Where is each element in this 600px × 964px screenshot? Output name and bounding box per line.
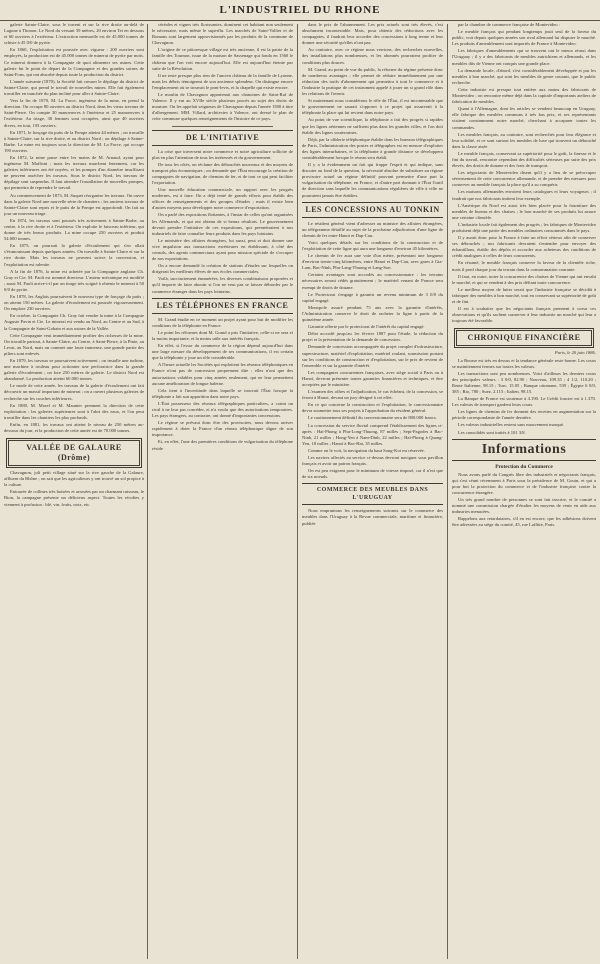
article-paragraph: Délai accordé jusqu'au 1er février 1887 pour l'étude, la rédaction du projet et la présentation de la demande de concession. <box>302 331 443 343</box>
article-paragraph: Il y a la évidemment un fait qui frappe l'esprit et qui indique, sans discuter au fond de la question, la nécessité absolue de substituer au régime provisoire actuel un régime définitif pouvant permettre d'une part la vulgarisation du téléphone, en France, et d'autre part donnant à l'État l'outil de direction sans laquelle les communications régulières de ville à ville ne pourraient jamais être établies. <box>302 162 443 198</box>
article-paragraph: Le meilleur moyen de lutter serait que l'industrie française se décidât à fabriquer des meubles à bon marché, tout en conservant sa supériorité de goût et de fini. <box>452 286 596 305</box>
article-paragraph: A la fin de 1876, la mine est achetée par la Compagnie anglaise Ch. Gray et Cie. M. Paoli est nommé directeur. L'auteur mécanique est modifié ; aussi M. Paoli arrive-t-il par un tirage très soigné à obtenir le minerai à 50 0/0 de pyrite. <box>4 268 144 292</box>
article-paragraph: L'industrie locale fait également des progrès ; les fabriques de Montevideo produisent déjà une partie des meubles ordinaires consommés dans le pays. <box>452 221 596 233</box>
section-heading-telephones: LES TÉLÉPHONES EN FRANCE <box>152 298 293 314</box>
column-3 <box>302 22 443 964</box>
article-paragraph: Voici quelques détails sur les conditions de la construction et de l'exploitation de cette ligne qui aura une longueur d'environ 45 kilomètres. <box>302 239 443 251</box>
article-paragraph: En octobre, la Compagnie Ch. Gray fait vendre la mine à la Compagnie Auguste Pavin et Cie. Le minerai est vendu au Nord, au Centre et au Sud, à la Compagnie de Saint-Gobain et aux usines de la Vallée. <box>4 313 144 331</box>
article-paragraph: Voilà, succinctement énumérées, les diverses combinaisons proposées et qu'il importe de faire aboutir si l'on ne veut pas se laisser déborder par le commerce étranger dans les pays lointains. <box>152 276 293 294</box>
article-paragraph: Au point de vue scientifique, la téléphonie a fait des progrès si rapides que les lignes aériennes ne suffisent plus dans les grandes villes, et l'on doit établir des lignes souterraines. <box>302 117 443 135</box>
article-paragraph: Demande de concession accompagnée du projet complet d'infrastructure, superstructure, matériel d'exploitation, matériel roulant, soumission portant sur les conditions de construction et d'exploitation, sur le prix de revient de l'ensemble et sur la garantie d'intérêt. <box>302 344 443 368</box>
columns <box>0 22 600 964</box>
section-heading-galaure: VALLÉE DE GALAURE (Drôme) <box>8 440 140 466</box>
article-paragraph: L'État possesseur des réseaux télégraphiques particuliers, a craint un rival à ne leur pas concéder, et n'a voulu que des autorisations temporaires. Les pays étrangers, au contraire, ont donné d'importantes concessions. <box>152 400 293 419</box>
section-heading-tonkin: LES CONCESSIONS AU TONKIN <box>302 202 443 218</box>
article-paragraph: L'origine de ce pittoresque village est très ancienne, il est la patrie de la famille des Tournon, issue de la maison de Sassenage qui fonda en 1560 le château que l'on voit encore aujourd'hui. Elle est aujourd'hui éteinte par suite de la Révolution. <box>152 47 293 71</box>
article-paragraph: Au contraire, avec ce régime nous verrions, des recherches nouvelles, des installations plus nombreuses, et les abonnés pourraient profiter de conditions plus douces. <box>302 47 443 65</box>
article-paragraph: Les compagnies concurrentes françaises, avec siège social à Paris ou à Hanoï, devront présenter toutes garanties financières et techniques, et être acceptées par le ministère. <box>302 369 443 387</box>
article-paragraph: Monopole assuré pendant 75 ans avec la garantie d'intérêts, l'Administration conserve le droit de racheter la ligne à partir de la quinzième année. <box>302 304 443 323</box>
newspaper-title: L'INDUSTRIEL DU RHONE <box>219 4 381 16</box>
article-paragraph: Rappelons aux retardataires, s'il en est encore, que les adhésions doivent être adressées au siège du comité, 45, rue Laffitte, Paris. <box>452 516 596 528</box>
article-paragraph: Il est à souhaiter que les négociants français prennent à coeur ces observations et qu'ils sachent conserver à leur industrie un marché qui leur a toujours été favorable. <box>452 306 596 324</box>
article-paragraph: En 1871, le fonçage du puits de la Pompe atteint 44 mètres ; on travaille à Sainte-Claire, sur la rive droite, et au district Nord ; on dépilage à Sainte-Barbe. La mine est toujours sous la direction de M. La Force, qui occupe 190 ouvriers. <box>4 129 144 153</box>
article-paragraph: Le Protectorat s'engage à garantir un revenu minimum de 3 0/0 du capital engagé. <box>302 291 443 303</box>
article-paragraph: En 1872, la mine passe entre les mains de M. Arnaud, ayant pour ingénieur M. Maffrini ; mais les travaux marchent lentement, car les galeries inférieures ont été noyées, et les pompes d'un diamètre insuffisant ne peuvent assécher les travaux. Sous le district Nord, les travaux de dépilage sont suspendus. Il faut attendre l'installation de nouvelles pompes, qui permettra de reprendre le travail. <box>4 154 144 191</box>
article-paragraph: Déjà, par la câblerie téléphonique établie dans les bureaux télégraphiques de Paris, l'administration des postes et télégraphes est en mesure d'exploiter des lignes interurbaines, et la téléphonie à grande distance se développera considérablement lorsque le réseau sera établi. <box>302 136 443 160</box>
article-paragraph: Et, en effet, l'une des premières conditions de vulgarisation du téléphone réside <box>152 439 293 451</box>
article-paragraph: En résumé, le meuble français conserve la faveur de la clientèle riche, mais il perd chaque jour du terrain dans la consommation courante. <box>452 260 596 272</box>
article-paragraph: En 1879, les travaux se poursuivent activement ; on installe une turbine, une machine à rouleau pour actionner une perforatrice dans la grande galerie d'écoulement ; on fore 250 mètres de galerie. Le district Nord est abandonné. La production atteint 60.000 tonnes. <box>4 357 144 382</box>
article-paragraph: On a parlé des expositions flottantes, à l'instar de celles qu'ont organisées les Allemands, et qui ont obtenu de si beaux résultats. Le gouvernement devrait prendre l'initiative de ces expositions, qui permettraient à nos industriels de faire connaître leurs produits dans les pays lointains. <box>152 212 293 236</box>
article-paragraph: Le régime se prévaut donc être des provisoires, nous devons arriver rapidement à doter la France d'un réseau téléphonique digne de son importance. <box>152 420 293 438</box>
article-paragraph: galerie Sainte-Claire, sous le torrent et sur la rive droite au-delà de Lagune à Thonon. Le Nord du versant 39 mètres, 20 environ Tet en dessous et 60 ouvriers à l'extérieur. L'extraction mensuelle est de 45.000 tonnes de schiste à 45 0/0 de pyrite. <box>4 22 144 46</box>
article-paragraph: Le cautionnement définitif du concessionnaire sera de 800.000 francs. <box>308 415 437 421</box>
article-paragraph: Le meuble français qui pendant longtemps jouit seul de la faveur du public, voit depuis quelques années son rival allemand lui disputer le marché. Les produits d'ameublement sont importés de France à Montevideo. <box>452 29 596 47</box>
article-paragraph: De tous les côtés, on réclame des débouchés nouveaux et des moyens de transport plus économiques ; on demande que l'État encourage la création de compagnies de navigation, de chemins de fer, et de tout ce qui peut faciliter l'exportation. <box>152 161 293 185</box>
article-paragraph: Certains avantages sont accordés au concessionnaire : les terrains nécessaires seront cédés gratuitement ; le matériel venant de France sera exempt de droits de douane. <box>302 272 443 290</box>
article-paragraph: Les navires affectés au service ci-dessus devront naviguer sous pavillon français et avoir un patron français. <box>302 455 443 467</box>
article-paragraph: Les meubles français, au contraire, sont recherchés pour leur élégance et leur solidité, et ce sont surtout les meubles de luxe qui trouvent un débouché dans la classe aisée. <box>452 131 596 149</box>
article-paragraph: Enfin, en 1881, les travaux ont atteint le niveau de 250 mètres au-dessous du jour, et la production de cette année est de 70.000 tonnes. <box>4 421 144 433</box>
article-paragraph: Comme on le voit, la navigation du haut Song-Koi est réservée. <box>308 447 425 453</box>
article-paragraph: Les maisons allemandes envoient leurs catalogues et leurs voyageurs ; il faudrait que nos fabricants imitent leur exemple. <box>452 189 596 201</box>
article-paragraph: A l'heure actuelle les Sociétés qui exploitent les réseaux téléphoniques en France n'ont pas de concession proprement dite ; elles n'ont que des autorisations valables pour cinq années seulement, qui ne leur permettent aucune amélioration de longue haleine. <box>152 362 293 386</box>
article-paragraph: On a encore demandé la création de stations d'études sur lesquelles on dirigerait les meilleurs élèves de nos écoles commerciales. <box>152 263 293 275</box>
section-heading-initiative: DE L'INITIATIVE <box>152 130 293 146</box>
article-paragraph: Cette industrie est presque tout entière aux mains des fabricants de Montevideo ; on rencontre même déjà dans la capitale d'importants ateliers de fabrication de meubles. <box>452 86 596 105</box>
article-paragraph: L'année suivante (1870), la Société fait creuser le dépilage du district de Sainte-Claire, qui prend le travail de nouvelles mines. Elle fait également travailler en tranchée du plan incliné pour aller à Sainte-Claire. <box>4 78 144 97</box>
article-paragraph: M. Grand étudie en ce moment un projet ayant pour but de modifier les conditions de la téléphonie en France. <box>152 316 293 328</box>
article-paragraph: Nous avons parlé du Congrès libre des industriels et négociants français, qui s'est réuni récemment à Paris sous la présidence de M. Gouin, et qui a pour but la protection du commerce et de l'industrie française contre la concurrence étrangère. <box>452 471 596 495</box>
article-paragraph: Il ne reste presque plus rien de l'ancien château de la famille de Lyonne, mais les débris témoignent de son ancienne splendeur. On distingue encore l'emplacement où se trouvait le pont-levis, et la chapelle qui existe encore. <box>152 72 293 90</box>
article-paragraph: L'examen des offres et l'adjudication, le cas échéant, de la concession, se feront à Hanoï, devant un jury désigné à cet effet. <box>302 389 443 401</box>
article-paragraph: L'Amérique du Nord est aussi très bien placée pour la fourniture des meubles de bureau et des chaises ; le bon marché de ses produits lui assure une certaine clientèle. <box>452 202 596 220</box>
article-paragraph: Les consolidés sont traités à 101 3/8. <box>458 429 526 435</box>
article-paragraph: Vers la fin de 1870, M. La Force, ingénieur de la mine, en prend la direction. On occupe 80 ouvriers au district Nord, dans les vieux travaux de Saint-Pierre. On compte 30 manoeuvres à l'intérieur et 25 manoeuvres à l'extérieur. Au triage, 38 femmes sont occupées, ainsi que 40 ouvriers divers, en tout, 193 ouvriers. <box>4 98 144 128</box>
article-paragraph: On est peu exigeant pour le minimum de vitesse imposé, car il n'est que de six noeuds. <box>302 468 443 480</box>
article-paragraph: par la chambre de commerce française de Montevideo : <box>458 22 561 27</box>
article-paragraph: Le résident général vient d'adresser au ministre des affaires étrangères, un télégramme détaillé au sujet de la prochaine adjudication d'une ligne de chemin de fer entre Hanoï et Dap-Cau. <box>302 220 443 238</box>
article-paragraph: La demande locale, d'abord, s'est considérablement développée et par les meubles à bon marché, qui sont les meubles de genre courant, que le public recherche. <box>452 67 596 85</box>
article-paragraph: La Banque de France est soutenue à 4.190. Le Crédit foncier est à 1.370. Les valeurs de transport gardent leurs cours. <box>452 396 596 408</box>
article-paragraph: Le point les réformes dont M. Grand a pris l'initiative, celle-ci ne sera et la moins importante, et la moins utile aux intérêts français. <box>152 329 293 341</box>
section-heading-chronique: CHRONIQUE FINANCIÈRE <box>456 330 592 346</box>
article-paragraph: dans le prix de l'abonnement. Les prix actuels sont très élevés, c'est absolument incontestable. Mais, pour obtenir des réductions avec les compagnies, il faudrait leur accorder des concessions à long terme et leur donner une sécurité qu'elles n'ont pas. <box>302 22 443 46</box>
column-1 <box>4 22 144 964</box>
article-paragraph: Les transactions sont peu nombreuses. Voici d'ailleurs les derniers cours des principales valeurs : 3 0/0, 82.90 ; Nouveau, 109.35 ; 4 1/2, 110.20 ; Rente Italienne, 98.15 ; Turc, 15.05 ; Banque ottomane, 539 ; Égypte 6 0/0, 385 ; Rio, 780 ; Suez, 2.115 ; Italien, 98.15. <box>452 370 596 394</box>
article-paragraph: La Bourse est très en dessus et la tendance générale reste bonne. Les cours se maintiennent fermes sur toutes les valeurs. <box>452 357 596 369</box>
subheading-protection: Protection du Commerce <box>495 463 553 470</box>
dateline: Paris, le 20 juin 1886. <box>554 350 596 356</box>
article-paragraph: Les lignes de chemins de fer donnent des recettes en augmentation sur la période correspondante de l'année dernière. <box>452 409 596 421</box>
section-separator <box>172 126 273 127</box>
section-heading-uruguay: COMMERCE DES MEUBLES DANS L'URUGUAY <box>302 483 443 505</box>
article-paragraph: Les valeurs industrielles restent sans mouvement marqué. <box>458 422 565 428</box>
article-paragraph: Il faut, en outre, noter la concurrence des chaises de Vienne qui ont envahi le marché, et qui se vendent à des prix défiant toute concurrence. <box>452 273 596 285</box>
article-paragraph: En 1880, M. Morel et M. Maunier prennent la direction de cette exploitation ; les galeries supérieures sont à l'abri des eaux, et l'on peut travailler dans les chantiers les plus profonds. <box>4 402 144 420</box>
column-4 <box>452 22 596 964</box>
article-paragraph: céréales et vignes très florissantes, dominent cet habitant non seulement le nécessaire, mais même le superflu. Les marchés de Saint-Vallier et de Romans sont largement approvisionnés par les produits de la commune de Chavagnon. <box>152 22 293 46</box>
column-2 <box>152 22 293 964</box>
article-paragraph: Le chemin de fer aura une voie d'un mètre, présentant une longueur d'environ trente-cinq kilomètres, entre Hanoï et Dap-Cau, avec gares à Gia-Lam, Bac-Ninh, Phu-Lang-Thuong et Lang-Son. <box>302 253 443 271</box>
article-paragraph: Les négociants de Montevideo disent qu'il y a lieu de se préoccuper sérieusement de cette concurrence allemande, et de prendre des mesures pour conserver au meuble français la place qu'il a su conquérir. <box>452 170 596 188</box>
article-paragraph: En ce qui concerne la construction et l'exploitation, le concessionnaire devra soumettre tous ses projets à l'approbation du résident général. <box>302 402 443 414</box>
article-paragraph: Le moulin de Chavagnon appartenait aux chanoines de Saint-Ruf de Valence. Il y eut au XVIIe siècle plusieurs procès au sujet des droits de mouture. On les appelait seigneurs de Chavagnon depuis l'année 1580 à titre d'albergement. MM. Villard, architectes à Valence, ont dressé le plan de cette commune quelques renseignements de l'histoire de ce pays. <box>152 92 293 122</box>
article-paragraph: Cette Compagnie veut immédiatement profiter des richesses de la mine. On travaille partout, à Sainte-Claire, au Centre, à Saint-Pierre, à la Pinte, au Levat, au Nord, mais on commet une faute immense, une grande partie des piliers sont enlevés. <box>4 332 144 356</box>
article-paragraph: Il y aurait donc pour la France à faire un effort sérieux afin de conserver ses débouchés ; nos fabricants devraient s'entendre pour envoyer des échantillons, établir des dépôts et accorder aux acheteurs des conditions de crédit analogues à celles de leurs concurrents. <box>452 235 596 259</box>
article-paragraph: Au commencement de 1873, M. Suquet réorganise les travaux. On ouvre dans la galerie Nord une nouvelle série de chantiers ; les anciens travaux de Sainte-Claire sont repris et le puits de la Pompe est approfondi. On fait au jour un nouveau triage. <box>4 192 144 216</box>
article-paragraph: En 1874, les travaux sont poussés très activement à Sainte-Barbe, au centre, à la rive droite et à l'extérieur. On exploite le faisceau inférieur, qui donne de très beaux produits. La mine occupe 250 ouvriers et produit 54.000 tonnes. <box>4 217 144 242</box>
article-paragraph: Les fabriques d'ameublements qui se trouvent ont le mieux réussi dans l'Uruguay ; il y a des fabricants de meubles autrichiens et allemands, et les meubles dits de Vienne ont conquis une grande place. <box>452 48 596 66</box>
section-heading-informations: Informations <box>452 439 596 461</box>
article-paragraph: Un très grand nombre de personnes se sont fait inscrire, et le comité a nommé une commission chargée d'étudier les moyens de venir en aide aux industries menacées. <box>452 497 596 515</box>
article-paragraph: Garantie offerte par le protectorat de l'intérêt du capital engagé. <box>308 324 425 330</box>
article-paragraph: La crise que traversent notre commerce et notre agriculture sollicite de plus en plus l'attention de tous les intéressés et du gouvernement. <box>152 148 293 160</box>
article-paragraph: Nous empruntons les renseignements suivants sur le commerce des meubles dans l'Uruguay à la Revue commerciale, maritime et financière, publiée <box>302 508 443 526</box>
article-paragraph: En 1875, on poursuit la galerie d'écoulement qui s'en allait s'évanouissant depuis quelques années. On travaille à Sainte-Claire et sur la rive droite. Mais les travaux ne peuvent suivre la concession, et l'exploitation est ralentie. <box>4 243 144 267</box>
article-paragraph: Entourée de collines très boisées et arrosées par un charmant ruisseau, le Bion, la campagne présente un délicieux aspect. Toutes les récoltes y viennent à profusion : blé, vin, fruits, noix, etc. <box>4 489 144 507</box>
article-paragraph: Le ministère des affaires étrangères, lui aussi, peut et doit donner une vive impulsion aux transactions extérieures en établissant, à côté des consuls, des agents commerciaux ayant pour mission spéciale de s'occuper de nos exportations. <box>152 237 293 262</box>
article-paragraph: M. Grand, au point de vue du public, la réforme du régime présente donc de nombreux avantages ; elle permet de réduire immédiatement par une réduction des tarifs d'abonnement qui permettra à tout le commerce et à l'industrie la pratique de cet instrument appelé à jouer un si grand rôle dans les relations de l'avenir. <box>302 66 443 97</box>
article-paragraph: Cela tient à l'incertitude dans laquelle se trouvait l'État lorsque la téléphonie a fait son apparition dans notre pays. <box>152 387 293 399</box>
article-paragraph: Quant à l'Allemagne, dont les articles se vendent beaucoup en Uruguay, elle fabrique des meubles communs à très bas prix, et ses représentants visitent constamment notre marché, cherchant à accaparer toutes les commandes. <box>452 106 596 130</box>
article-paragraph: Si maintenant nous considérons le rôle de l'État, il est incontestable que le gouvernement ne saurait s'opposer à ce projet qui assurerait à la téléphonie la place qui lui revient dans notre pays. <box>302 98 443 116</box>
masthead <box>0 0 600 21</box>
article-paragraph: Chavagnon, joli petit village situé sur la rive gauche de la Galaure, affluent du Rhône ; on sait que les agriculteurs y ont trouvé un sol propice à la culture. <box>4 470 144 488</box>
article-paragraph: En 1878, les Anglais poursuivent le nouveau type de fonçage du puits ; on atteint 150 mètres. La galerie d'écoulement est poussée vigoureusement. On emploie 230 ouvriers. <box>4 294 144 312</box>
article-paragraph: En 1860, l'exploitation est poussée avec vigueur : 200 ouvriers sont employés, la production est de 45.000 tonnes de minerai de pyrite par mois. Ce minerai donnera à la Compagnie de quoi alimenter ses usines. Cette galerie fut le point de départ de la Compagnie et des grandes usines de Saint-Fons, qui ont absorbé depuis toute la production du district. <box>4 47 144 77</box>
article-paragraph: Le mode de cette année, les travaux de la galerie d'écoulement ont fait découvrir un massif important de minerai ; on a ouvert plusieurs galeries de recherche sur les couches inférieures. <box>4 383 144 401</box>
article-paragraph: En effet, si l'essor du commerce de la région dépend aujourd'hui dans une large mesure du développement de ses communications, il est certain que la téléphonie y joue un rôle considérable. <box>152 343 293 361</box>
article-paragraph: Le meuble français, conservant sa supériorité pour le goût, la finesse et le fini du travail, rencontre cependant des difficultés sérieuses par suite des prix élevés, des droits de douane et des frais de transport. <box>452 150 596 169</box>
article-paragraph: Une nouvelle éducation commerciale, un rapport avec les progrès modernes, est à faire. On a déjà tenté de grands efforts pour établir des offices de renseignements et des groupes d'études ; mais il existe bien d'autres moyens pour développer notre commerce d'exportation. <box>152 187 293 211</box>
article-paragraph: La concession du service fluvial comprend l'établissement des lignes ci-après : Haï-Phong à Phu-Long-Thuong, 87 milles ; Sept-Pagodes à Bac-Ninh, 21 milles ; Hong-Yen à Nam-Dinh, 22 milles ; Haï-Phong à Quang-Yen, 18 milles ; Hanoï à Bac-Hat, 35 milles. <box>302 422 443 446</box>
